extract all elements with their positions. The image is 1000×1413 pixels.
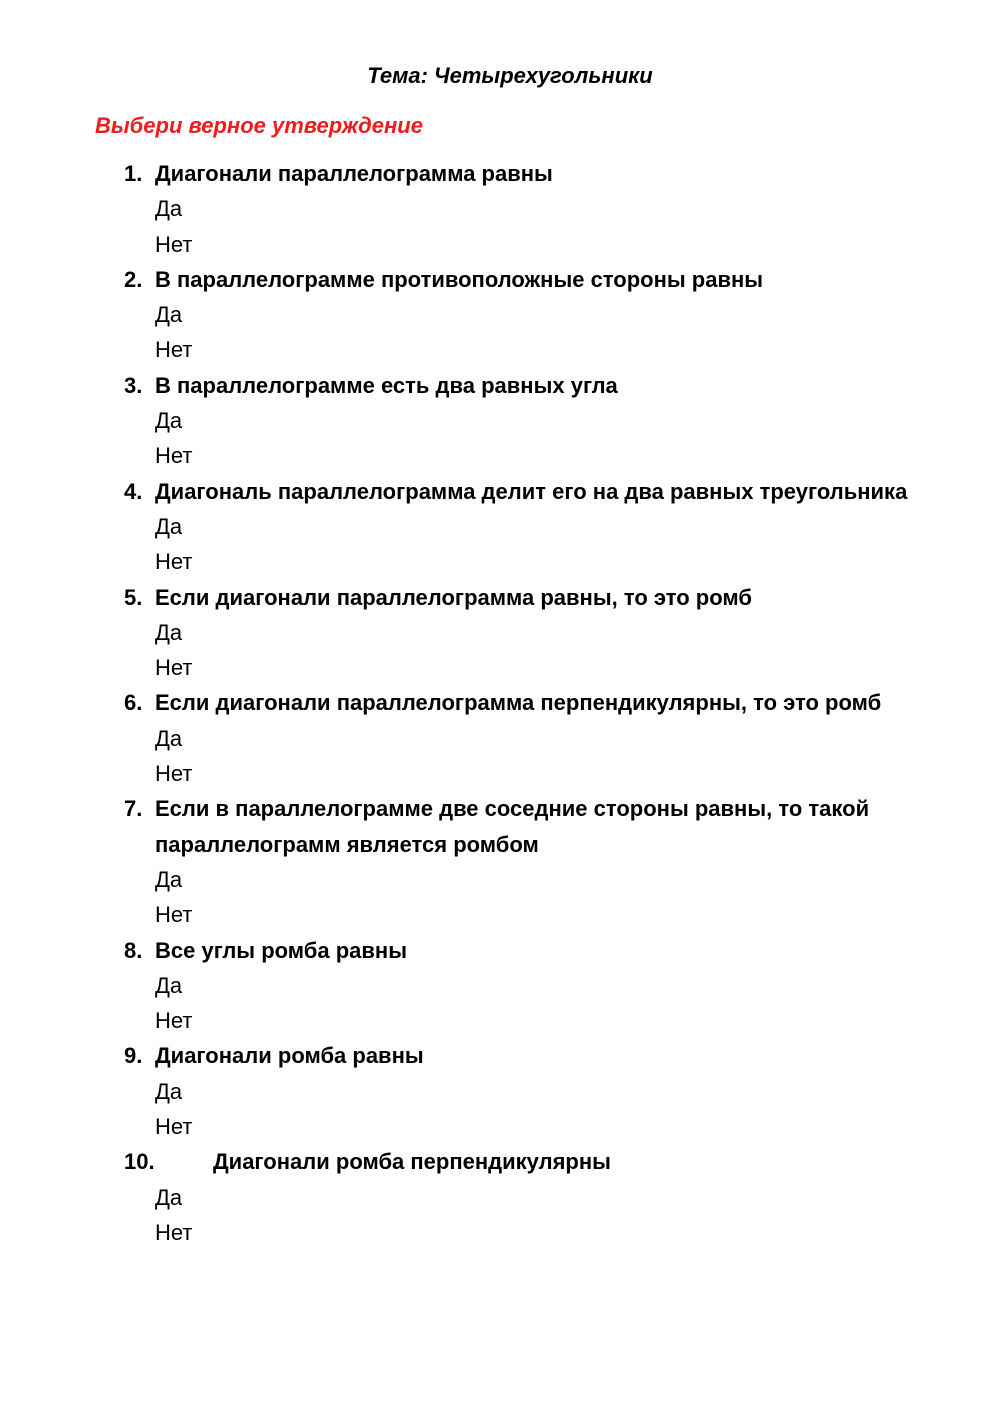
- option-yes[interactable]: Да: [155, 302, 183, 328]
- question-number: 5.: [124, 584, 143, 610]
- question-row: [0, 262, 1000, 297]
- option-no[interactable]: Нет: [155, 761, 193, 787]
- question-item: [0, 580, 1000, 686]
- question-text: Диагонали параллелограмма равны: [155, 161, 553, 186]
- question-number: 3.: [124, 372, 143, 398]
- option-no[interactable]: Нет: [155, 655, 193, 681]
- option-yes[interactable]: Да: [155, 196, 183, 222]
- question-number: 2.: [124, 266, 143, 292]
- question-row: [0, 368, 1000, 403]
- question-row: [0, 1144, 1000, 1179]
- question-list: [0, 156, 1000, 1250]
- option-yes[interactable]: Да: [155, 513, 183, 539]
- page-title: Тема: Четырехугольники: [367, 63, 653, 88]
- question-number: 6.: [124, 690, 143, 716]
- question-row: [0, 580, 1000, 615]
- option-no[interactable]: Нет: [155, 1114, 193, 1140]
- question-text: Диагонали ромба перпендикулярны: [213, 1149, 611, 1175]
- option-no[interactable]: Нет: [155, 337, 193, 363]
- option-yes[interactable]: Да: [155, 1078, 183, 1104]
- question-text: В параллелограмме есть два равных угла: [155, 372, 618, 398]
- option-yes[interactable]: Да: [155, 619, 183, 645]
- question-row: [0, 1038, 1000, 1073]
- question-item: [0, 1038, 1000, 1144]
- question-text: Если диагонали параллелограмма перпендикулярны, то это ромб: [155, 690, 882, 716]
- question-item: [0, 1144, 1000, 1250]
- option-yes[interactable]: Да: [155, 1184, 183, 1210]
- option-yes[interactable]: Да: [155, 408, 183, 434]
- question-item: [0, 474, 1000, 580]
- option-no[interactable]: Нет: [155, 231, 193, 257]
- instruction-heading: Выбери верное утверждение: [95, 113, 423, 138]
- question-number: 7.: [124, 796, 143, 822]
- question-row: [0, 685, 1000, 720]
- question-text: Все углы ромба равны: [155, 937, 407, 963]
- question-text: В параллелограмме противоположные стороны равны: [155, 266, 764, 292]
- question-row: [0, 474, 1000, 509]
- question-number: 10.: [124, 1149, 155, 1175]
- question-number: 4.: [124, 478, 143, 504]
- option-no[interactable]: Нет: [155, 1008, 193, 1034]
- question-number: 1.: [124, 161, 143, 186]
- question-text: Если в параллелограмме две соседние стороны равны, то такой параллелограмм является ромбом: [155, 796, 870, 857]
- question-number: 8.: [124, 937, 143, 963]
- question-item: [0, 933, 1000, 1039]
- question-text: Если диагонали параллелограмма равны, то это ромб: [155, 584, 752, 610]
- option-yes[interactable]: Да: [155, 866, 183, 892]
- option-no[interactable]: Нет: [155, 443, 193, 469]
- question-row: [0, 791, 1000, 862]
- question-row: [0, 933, 1000, 968]
- question-number: 9.: [124, 1043, 143, 1069]
- option-no[interactable]: Нет: [155, 549, 193, 575]
- question-item: [0, 791, 1000, 932]
- option-yes[interactable]: Да: [155, 725, 183, 751]
- question-item: [0, 262, 1000, 368]
- question-item: [0, 156, 1000, 262]
- question-item: [0, 368, 1000, 474]
- option-yes[interactable]: Да: [155, 972, 183, 998]
- question-text: Диагональ параллелограмма делит его на два равных треугольника: [155, 478, 908, 504]
- question-item: [0, 685, 1000, 791]
- option-no[interactable]: Нет: [155, 1219, 193, 1245]
- question-text: Диагонали ромба равны: [155, 1043, 424, 1069]
- option-no[interactable]: Нет: [155, 902, 193, 928]
- question-row: [0, 156, 1000, 191]
